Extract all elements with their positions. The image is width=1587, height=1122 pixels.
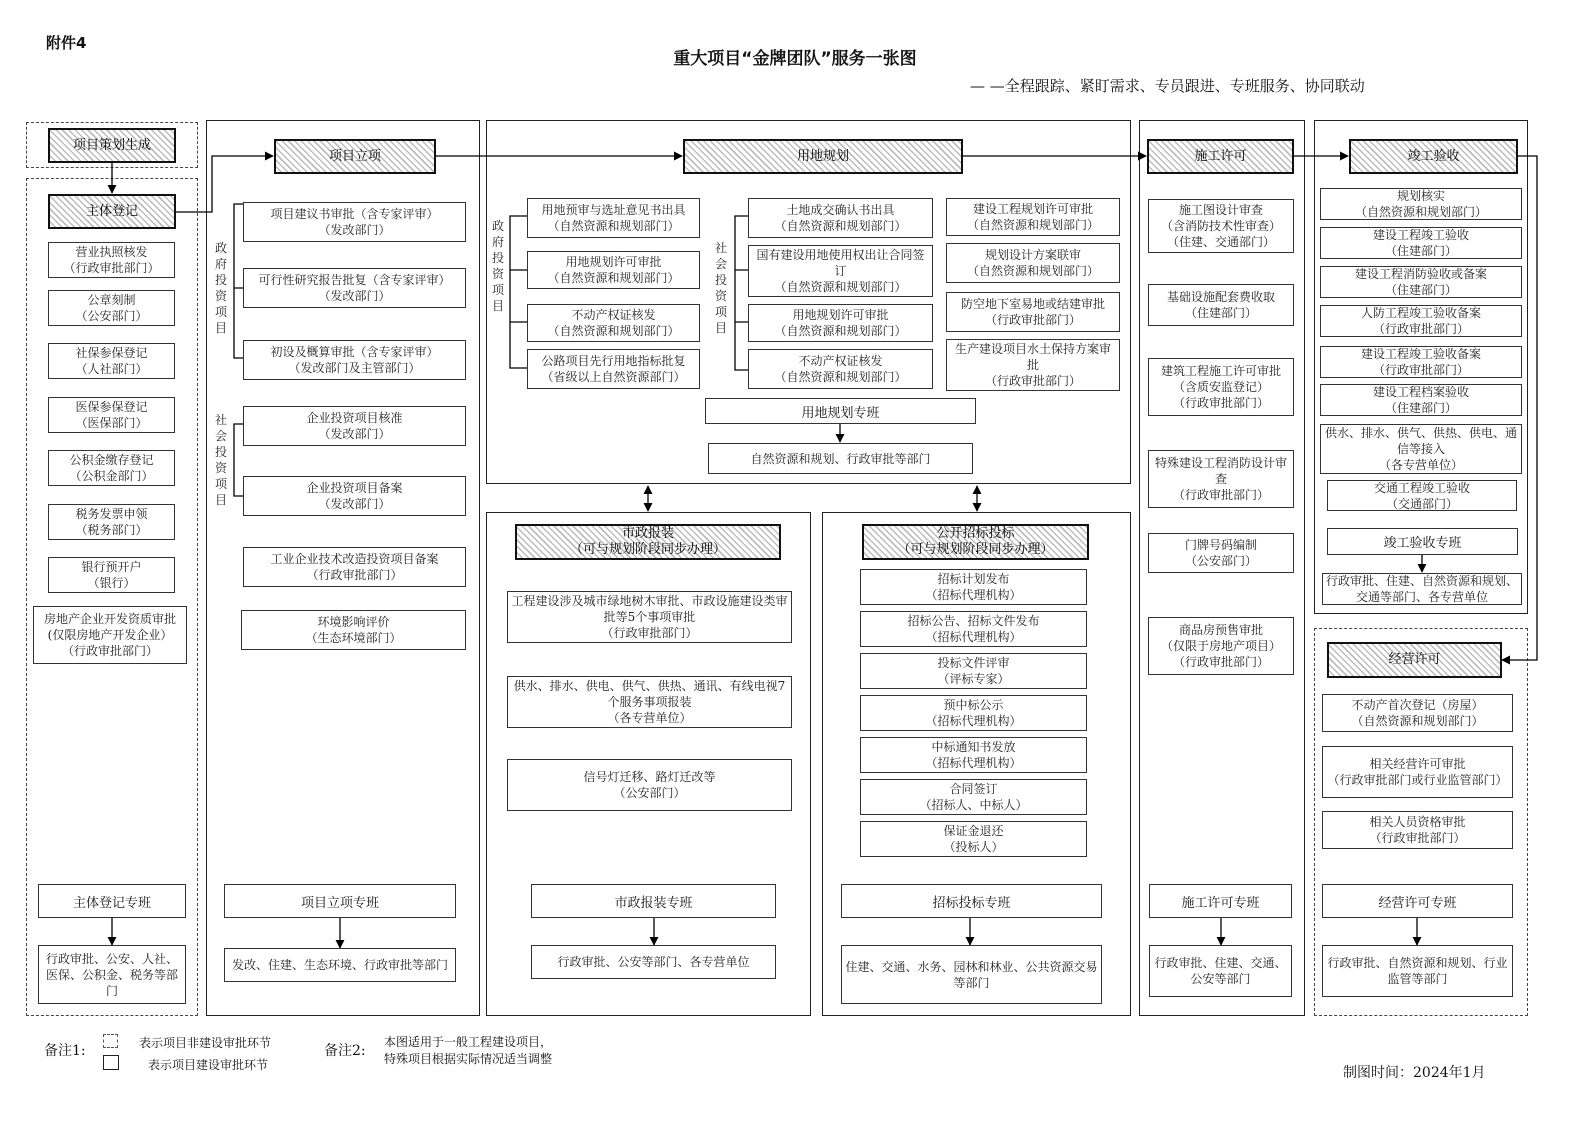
operation-item: 相关经营许可审批 （行政审批部门或行业监管部门） — [1322, 746, 1513, 798]
bidding-item: 预中标公示 （招标代理机构） — [860, 695, 1087, 731]
acceptance-item: 交通工程竣工验收 （交通部门） — [1327, 480, 1517, 511]
entity-item: 公积金缴存登记 （公积金部门） — [48, 450, 175, 486]
note2-label: 备注2: — [324, 1043, 366, 1059]
approval-social-item: 企业投资项目核准 （发改部门） — [243, 406, 466, 446]
municipal-team-depts: 行政审批、公安等部门、各专营单位 — [531, 945, 776, 979]
approval-team-depts: 发改、住建、生态环境、行政审批等部门 — [224, 948, 456, 982]
municipal-team: 市政报装专班 — [531, 884, 776, 918]
land-social-item: 土地成交确认书出具 （自然资源和规划部门） — [748, 198, 933, 238]
acceptance-item: 供水、排水、供气、供热、供电、通信等接入 （各专营单位） — [1320, 424, 1522, 474]
approval-gov-item: 项目建议书审批（含专家评审） （发改部门） — [243, 202, 466, 242]
note2-line1: 本图适用于一般工程建设项目， — [384, 1035, 553, 1049]
made-time: 制图时间：2024年1月 — [1343, 1065, 1486, 1081]
entity-team-depts: 行政审批、公安、人社、医保、公积金、税务等部门 — [38, 945, 186, 1004]
legend-dashed-swatch — [103, 1034, 118, 1048]
bidding-team: 招标投标专班 — [841, 884, 1102, 918]
legend-solid-swatch — [103, 1055, 119, 1070]
land-gov-item: 用地预审与选址意见书出具 （自然资源和规划部门） — [527, 198, 700, 238]
approval-social-item: 企业投资项目备案 （发改部门） — [243, 476, 466, 516]
stage-completion-acceptance: 竣工验收 — [1349, 139, 1518, 174]
land-gov-item: 不动产权证核发 （自然资源和规划部门） — [527, 304, 700, 342]
bidding-item: 保证金退还 （投标人） — [860, 821, 1087, 857]
construction-team-depts: 行政审批、住建、交通、公安等部门 — [1149, 945, 1292, 997]
land-right-item: 防空地下室易地或结建审批 （行政审批部门） — [946, 292, 1120, 332]
bracket-land-social — [735, 216, 748, 370]
label-social-invest-approval: 社会投资项目 — [214, 413, 227, 507]
legend-dashed-text: 表示项目非建设审批环节 — [139, 1036, 272, 1050]
acceptance-team-depts: 行政审批、住建、自然资源和规划、交通等部门、各专营单位 — [1322, 573, 1522, 605]
operation-item: 不动产首次登记（房屋） （自然资源和规划部门） — [1322, 694, 1513, 732]
note2-line2: 特殊项目根据实际情况适当调整 — [384, 1052, 553, 1066]
land-social-item: 不动产权证核发 （自然资源和规划部门） — [748, 349, 933, 389]
label-gov-invest-approval: 政府投资项目 — [214, 241, 227, 335]
entity-item: 公章刻制 （公安部门） — [48, 290, 175, 326]
municipal-item: 供水、排水、供电、供气、供热、通讯、有线电视7个服务事项报装 （各专营单位） — [507, 676, 792, 728]
land-gov-item: 用地规划许可审批 （自然资源和规划部门） — [527, 251, 700, 289]
entity-item: 银行预开户 （银行） — [48, 557, 175, 593]
stage-construction-permit: 施工许可 — [1147, 139, 1294, 174]
construction-team: 施工许可专班 — [1149, 884, 1292, 918]
stage-land-planning: 用地规划 — [683, 139, 963, 174]
municipal-item: 信号灯迁移、路灯迁改等 （公安部门） — [507, 759, 792, 811]
land-team: 用地规划专班 — [705, 398, 976, 424]
operation-team-depts: 行政审批、自然资源和规划、行业监管等部门 — [1322, 945, 1513, 997]
construction-item: 基础设施配套费收取 （住建部门） — [1148, 284, 1294, 326]
land-right-item: 规划设计方案联审 （自然资源和规划部门） — [946, 243, 1120, 283]
operation-item: 相关人员资格审批 （行政审批部门） — [1322, 811, 1513, 849]
stage-municipal-installation: 市政报装 （可与规划阶段同步办理） — [515, 524, 781, 560]
bidding-item: 投标文件评审 （评标专家） — [860, 653, 1087, 689]
bracket-approval-social — [234, 424, 243, 496]
bracket-land-gov — [510, 216, 527, 368]
land-gov-item: 公路项目先行用地指标批复 （省级以上自然资源部门） — [527, 349, 700, 389]
bidding-item: 招标公告、招标文件发布 （招标代理机构） — [860, 611, 1087, 647]
acceptance-team: 竣工验收专班 — [1327, 528, 1518, 555]
approval-other-item: 环境影响评价 （生态环境部门） — [241, 610, 466, 650]
approval-gov-item: 初设及概算审批（含专家评审） （发改部门及主管部门） — [243, 340, 466, 380]
bidding-team-depts: 住建、交通、水务、园林和林业、公共资源交易等部门 — [841, 945, 1102, 1004]
land-right-item: 建设工程规划许可审批 （自然资源和规划部门） — [946, 198, 1120, 236]
land-team-depts: 自然资源和规划、行政审批等部门 — [708, 443, 973, 474]
construction-item: 施工图设计审查 （含消防技术性审查） （住建、交通部门） — [1148, 199, 1294, 253]
acceptance-item: 规划核实 （自然资源和规划部门） — [1320, 188, 1522, 220]
construction-item: 建筑工程施工许可审批 （含质安监登记） （行政审批部门） — [1148, 358, 1294, 416]
approval-team: 项目立项专班 — [224, 884, 456, 918]
acceptance-item: 建设工程竣工验收 （住建部门） — [1320, 227, 1522, 259]
approval-other-item: 工业企业技术改造投资项目备案 （行政审批部门） — [243, 547, 466, 587]
note1-label: 备注1: — [44, 1043, 86, 1059]
page-subtitle: — —全程跟踪、紧盯需求、专员跟进、专班服务、协同联动 — [970, 77, 1365, 95]
stage-public-bidding: 公开招标投标 （可与规划阶段同步办理） — [862, 524, 1089, 560]
entity-team: 主体登记专班 — [38, 884, 186, 918]
legend-solid-text: 表示项目建设审批环节 — [148, 1058, 269, 1072]
bidding-item: 招标计划发布 （招标代理机构） — [860, 569, 1087, 605]
entity-item: 房地产企业开发资质审批 (仅限房地产开发企业） （行政审批部门） — [33, 606, 187, 664]
construction-item: 门牌号码编制 （公安部门） — [1148, 533, 1294, 573]
municipal-item: 工程建设涉及城市绿地树木审批、市政设施建设类审批等5个事项审批 （行政审批部门） — [507, 591, 792, 643]
stage-planning: 项目策划生成 — [48, 128, 176, 163]
construction-item: 特殊建设工程消防设计审查 （行政审批部门） — [1148, 450, 1294, 508]
label-gov-invest-land: 政府投资项目 — [491, 219, 504, 313]
entity-item: 社保参保登记 （人社部门） — [48, 343, 175, 379]
acceptance-item: 建设工程竣工验收备案 （行政审批部门） — [1320, 346, 1522, 378]
acceptance-item: 建设工程档案验收 （住建部门） — [1320, 384, 1522, 416]
bracket-approval-gov — [234, 204, 243, 358]
bidding-item: 中标通知书发放 （招标代理机构） — [860, 737, 1087, 773]
acceptance-item: 建设工程消防验收或备案 （住建部门） — [1320, 266, 1522, 298]
label-social-invest-land: 社会投资项目 — [714, 241, 727, 335]
approval-gov-item: 可行性研究报告批复（含专家评审） （发改部门） — [243, 268, 466, 308]
stage-entity-registration: 主体登记 — [48, 194, 176, 229]
stage-operation-permit: 经营许可 — [1327, 642, 1502, 678]
land-social-item: 国有建设用地使用权出让合同签订 （自然资源和规划部门） — [748, 245, 933, 297]
page-title: 重大项目“金牌团队”服务一张图 — [673, 49, 917, 69]
stage-project-approval: 项目立项 — [274, 139, 436, 174]
construction-item: 商品房预售审批 （仅限于房地产项目） （行政审批部门） — [1148, 617, 1294, 675]
entity-item: 营业执照核发 （行政审批部门） — [48, 242, 175, 278]
land-right-item: 生产建设项目水土保持方案审批 （行政审批部门） — [946, 339, 1120, 391]
bidding-item: 合同签订 （招标人、中标人） — [860, 779, 1087, 815]
land-social-item: 用地规划许可审批 （自然资源和规划部门） — [748, 304, 933, 342]
operation-team: 经营许可专班 — [1322, 884, 1513, 918]
attachment-label: 附件4 — [46, 34, 87, 52]
entity-item: 税务发票申领 （税务部门） — [48, 504, 175, 540]
entity-item: 医保参保登记 （医保部门） — [48, 397, 175, 433]
acceptance-item: 人防工程竣工验收备案 （行政审批部门） — [1320, 305, 1522, 337]
